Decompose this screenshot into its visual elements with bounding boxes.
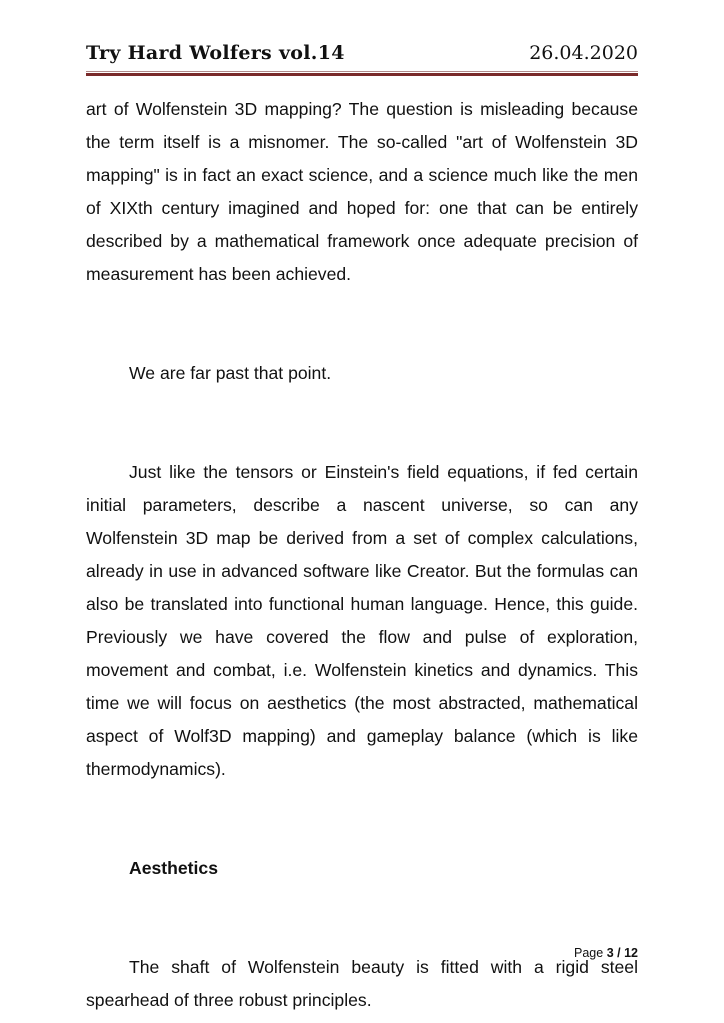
header-title: Try Hard Wolfers vol.14 [86, 42, 345, 64]
page-number: Page 3 / 12 [574, 946, 638, 960]
page-header [86, 42, 638, 72]
header-date: 26.04.2020 [529, 42, 638, 64]
paragraph: Just like the tensors or Einstein's field equations, if fed certain initial parameters, describe a nascent universe, so can any Wolfenstein 3D map be derived from a set of complex calculations, already in use in advanced software like Creator. But the formulas can also be translated into functional human language. Hence, this guide. Previously we have covered the flow and pulse of exploration, movement and combat, i.e. Wolfenstein kinetics and dynamics. This time we will focus on aesthetics (the most abstracted, mathematical aspect of Wolf3D mapping) and gameplay balance (which is like thermodynamics). [86, 462, 638, 779]
document-body [86, 93, 638, 1017]
header-rule-thick [86, 73, 638, 76]
paragraph: The shaft of Wolfenstein beauty is fitted with a rigid steel spearhead of three robust principles. [86, 957, 638, 1010]
header-rule-thin [86, 71, 638, 72]
section-heading: Aesthetics [129, 858, 218, 878]
paragraph: art of Wolfenstein 3D mapping? The question is misleading because the term itself is a misnomer. The so-called "art of Wolfenstein 3D mapping" is in fact an exact science, and a science much like the men of XIXth century imagined and hoped for: one that can be entirely described by a mathematical framework once adequate precision of measurement has been achieved. [86, 99, 638, 284]
paragraph: We are far past that point. [129, 363, 332, 383]
